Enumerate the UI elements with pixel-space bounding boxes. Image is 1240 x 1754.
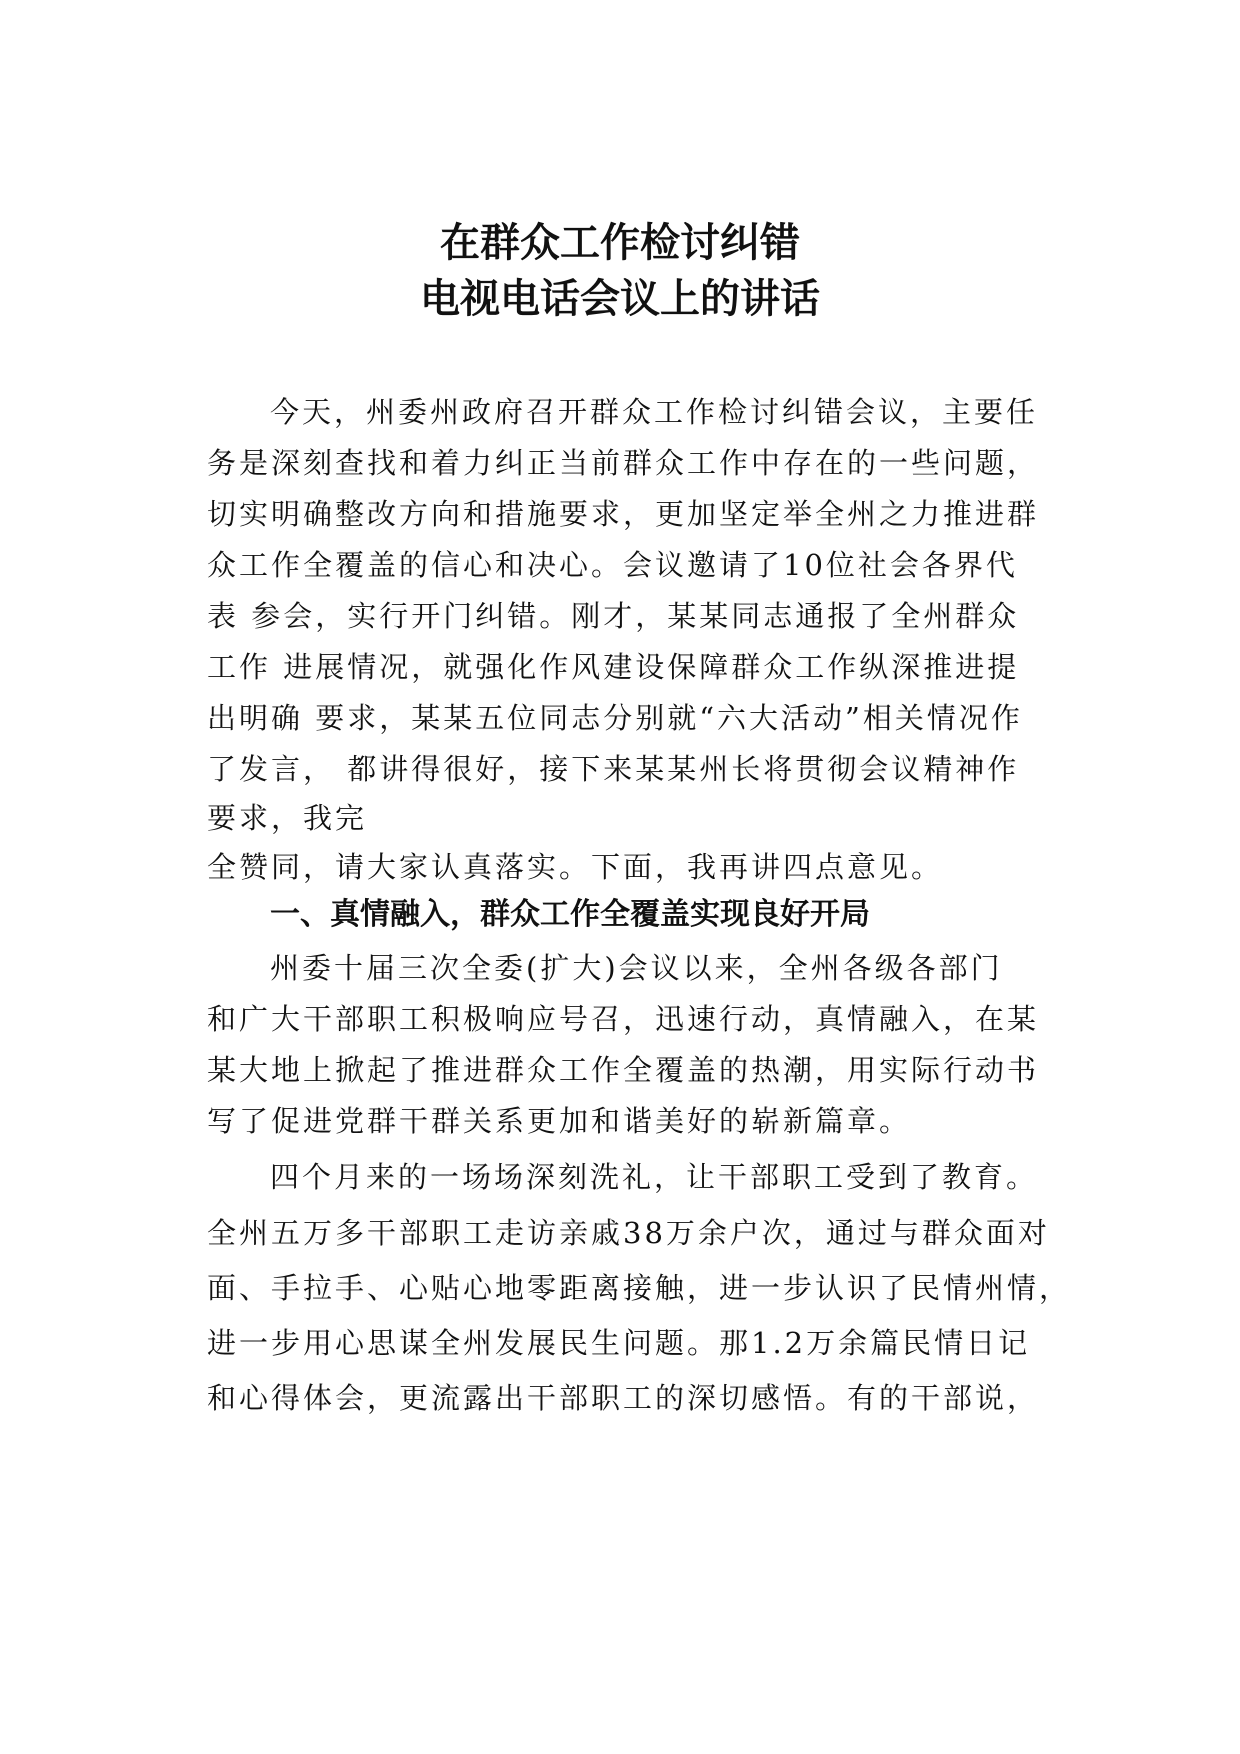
- body-line: 全州五万多干部职工走访亲戚38万余户次，通过与群众面对: [207, 1216, 1050, 1250]
- body-line: 某大地上掀起了推进群众工作全覆盖的热潮，用实际行动书: [207, 1053, 1040, 1087]
- body-line: 四个月来的一场场深刻洗礼，让干部职工受到了教育。: [270, 1160, 1039, 1194]
- body-line: 进一步用心思谋全州发展民生问题。那1.2万余篇民情日记: [207, 1326, 1031, 1360]
- body-line: 和广大干部职工积极响应号召，迅速行动，真情融入，在某: [207, 1002, 1040, 1036]
- body-line: 工作 进展情况，就强化作风建设保障群众工作纵深推进提: [207, 650, 1020, 684]
- body-line: 了发言， 都讲得很好，接下来某某州长将贯彻会议精神作: [207, 752, 1020, 786]
- body-line: 众工作全覆盖的信心和决心。会议邀请了10位社会各界代: [207, 548, 1018, 582]
- body-line: 切实明确整改方向和措施要求，更加坚定举全州之力推进群: [207, 497, 1040, 531]
- body-line: 出明确 要求，某某五位同志分别就“六大活动”相关情况作: [207, 701, 1023, 735]
- body-line: 今天，州委州政府召开群众工作检讨纠错会议，主要任: [270, 395, 1039, 429]
- body-line: 要求，我完: [207, 801, 368, 835]
- body-line: 全赞同，请大家认真落实。下面，我再讲四点意见。: [207, 850, 944, 884]
- body-line: 和心得体会，更流露出干部职工的深切感悟。有的干部说，: [207, 1381, 1040, 1415]
- body-line: 面、手拉手、心贴心地零距离接触，进一步认识了民情州情，: [207, 1271, 1072, 1305]
- body-line: 州委十届三次全委(扩大)会议以来，全州各级各部门: [270, 951, 1003, 985]
- body-line: 务是深刻查找和着力纠正当前群众工作中存在的一些问题，: [207, 446, 1040, 480]
- section-heading: 一、真情融入，群众工作全覆盖实现良好开局: [270, 897, 870, 932]
- body-line: 写了促进党群干群关系更加和谐美好的崭新篇章。: [207, 1104, 912, 1138]
- title-line-2: 电视电话会议上的讲话: [420, 276, 820, 322]
- body-line: 表 参会，实行开门纠错。刚才，某某同志通报了全州群众: [207, 599, 1020, 633]
- title-line-1: 在群众工作检讨纠错: [440, 220, 800, 266]
